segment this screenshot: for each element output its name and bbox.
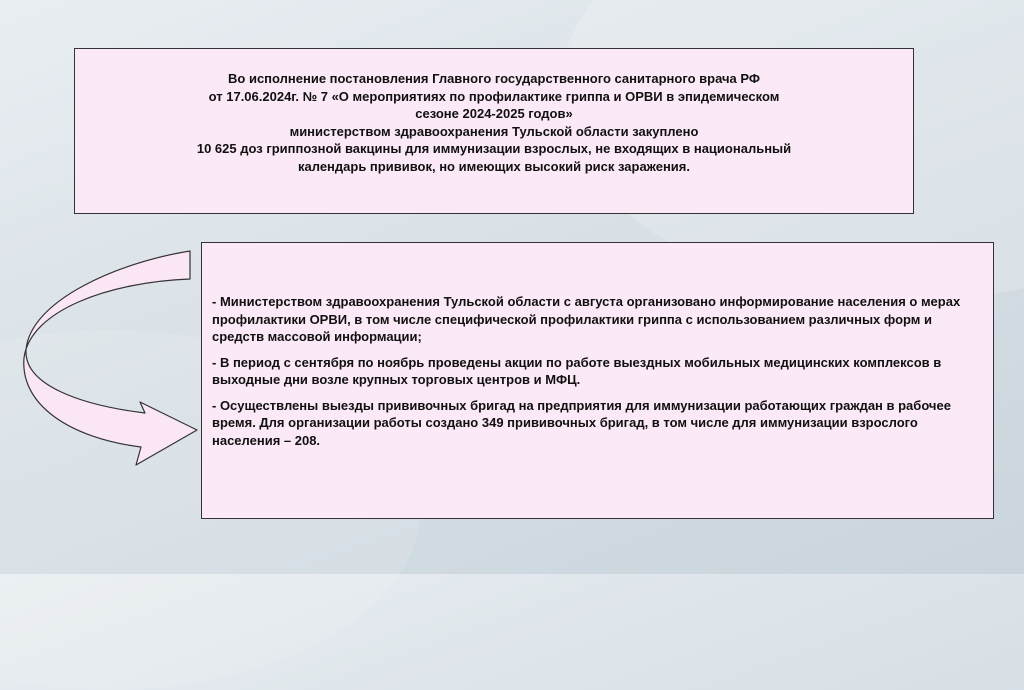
top-line: сезоне 2024-2025 годов» bbox=[415, 106, 573, 121]
bottom-text-box bbox=[201, 242, 994, 519]
bullet-item: - В период с сентября по ноябрь проведены акции по работе выездных мобильных медицинских комплексов в выходные дни возле крупных торговых центров и МФЦ. bbox=[212, 354, 942, 387]
top-line: 10 625 доз гриппозной вакцины для иммунизации взрослых, не входящих в национальный bbox=[196, 141, 792, 156]
top-line: Во исполнение постановления Главного государственного санитарного врача РФ bbox=[228, 71, 760, 86]
top-line: календарь прививок, но имеющих высокий риск заражения. bbox=[298, 158, 690, 174]
bullet-item: - Министерством здравоохранения Тульской области с августа организовано информирование населения о мерах профилактики ОРВИ, в том числе специфической профилактики гриппа с использованием различных форм и средств массовой информации; bbox=[212, 294, 961, 344]
top-line: от 17.06.2024г. № 7 «О мероприятиях по профилактике гриппа и ОРВИ в эпидемическом bbox=[208, 88, 780, 104]
bullet-item: - Осуществлены выезды прививочных бригад на предприятия для иммунизации работающих граждан в рабочее время. Для организации работы создано 349 прививочных бригад, в том числе для иммунизации взрослого населения – 208. bbox=[212, 397, 951, 448]
top-line: министерством здравоохранения Тульской области закуплено bbox=[289, 123, 699, 139]
